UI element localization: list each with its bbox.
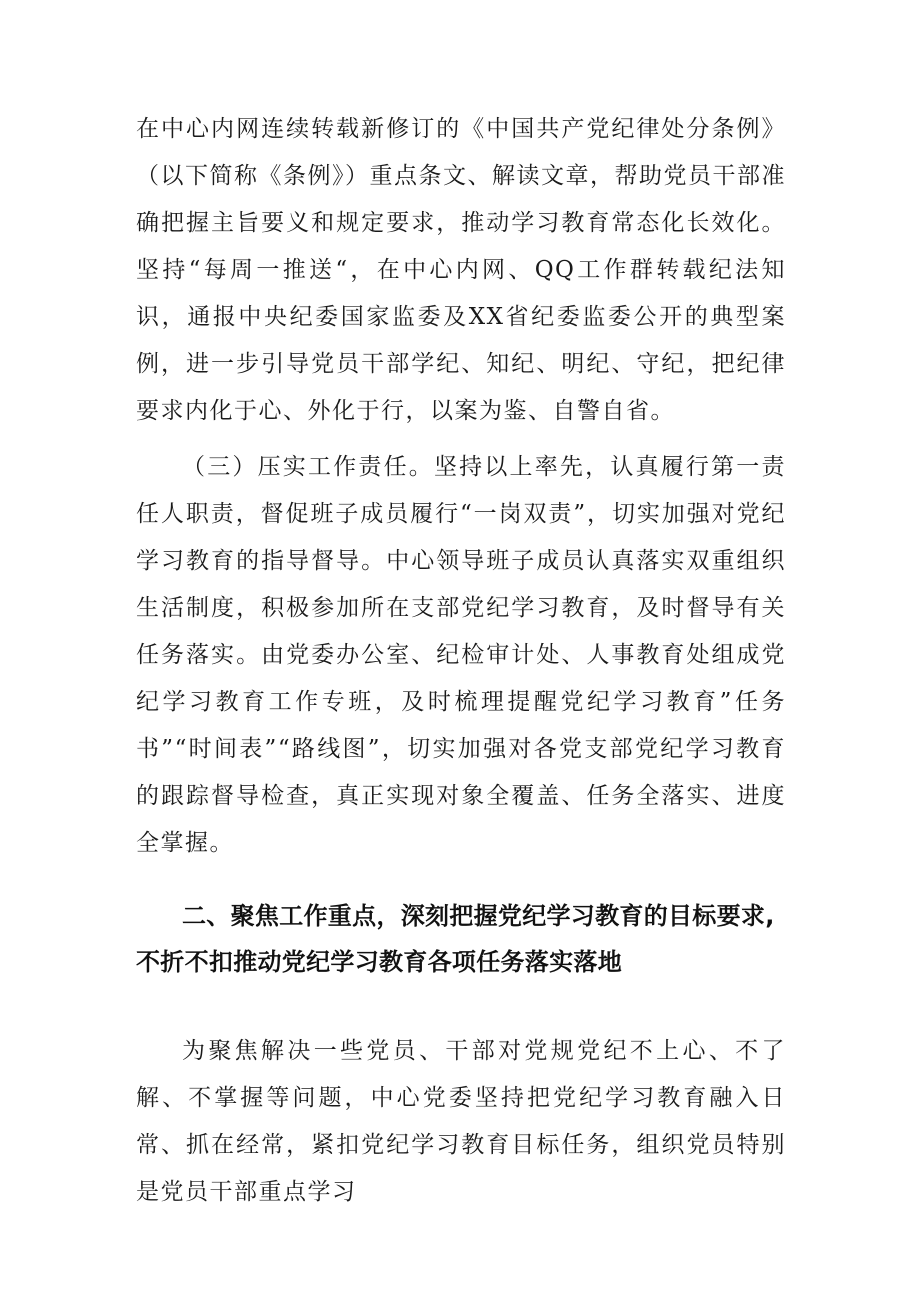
section-heading: 二、聚焦工作重点，深刻把握党纪学习教育的目标要求,不折不扣推动党纪学习教育各项任务落实落地 (136, 902, 775, 976)
body-paragraph-continued: 在中心内网连续转载新修订的《中国共产党纪律处分条例》（以下简称《条例》）重点条文、解读文章，帮助党员干部准确把握主旨要义和规定要求，推动学习教育常态化长效化。坚持“每周一推送“，在中心内网、QQ工作群转载纪法知识，通报中央纪委国家监委及XX省纪委监委公开的典型案例，进一步引导党员干部学纪、知纪、明纪、守纪，把纪律要求内化于心、外化于行，以案为鉴、自警自省。 (136, 116, 786, 424)
body-paragraph-focus: 为聚焦解决一些党员、干部对党规党纪不上心、不了解、不掌握等问题，中心党委坚持把党纪学习教育融入日常、抓在经常，紧扣党纪学习教育目标任务，组织党员特别是党员干部重点学习 (136, 1038, 786, 1205)
body-paragraph-responsibility: （三）压实工作责任。坚持以上率先，认真履行第一责任人职责，督促班子成员履行“一岗双责”，切实加强对党纪学习教育的指导督导。中心领导班子成员认真落实双重组织生活制度，积极参加所在支部党纪学习教育，及时督导有关任务落实。由党委办公室、纪检审计处、人事教育处组成党纪学习教育工作专班，及时梳理提醒党纪学习教育”任务书”“时间表”“路线图”，切实加强对各党支部党纪学习教育的跟踪督导检查，真正实现对象全覆盖、任务全落实、进度全掌握。 (136, 454, 786, 856)
